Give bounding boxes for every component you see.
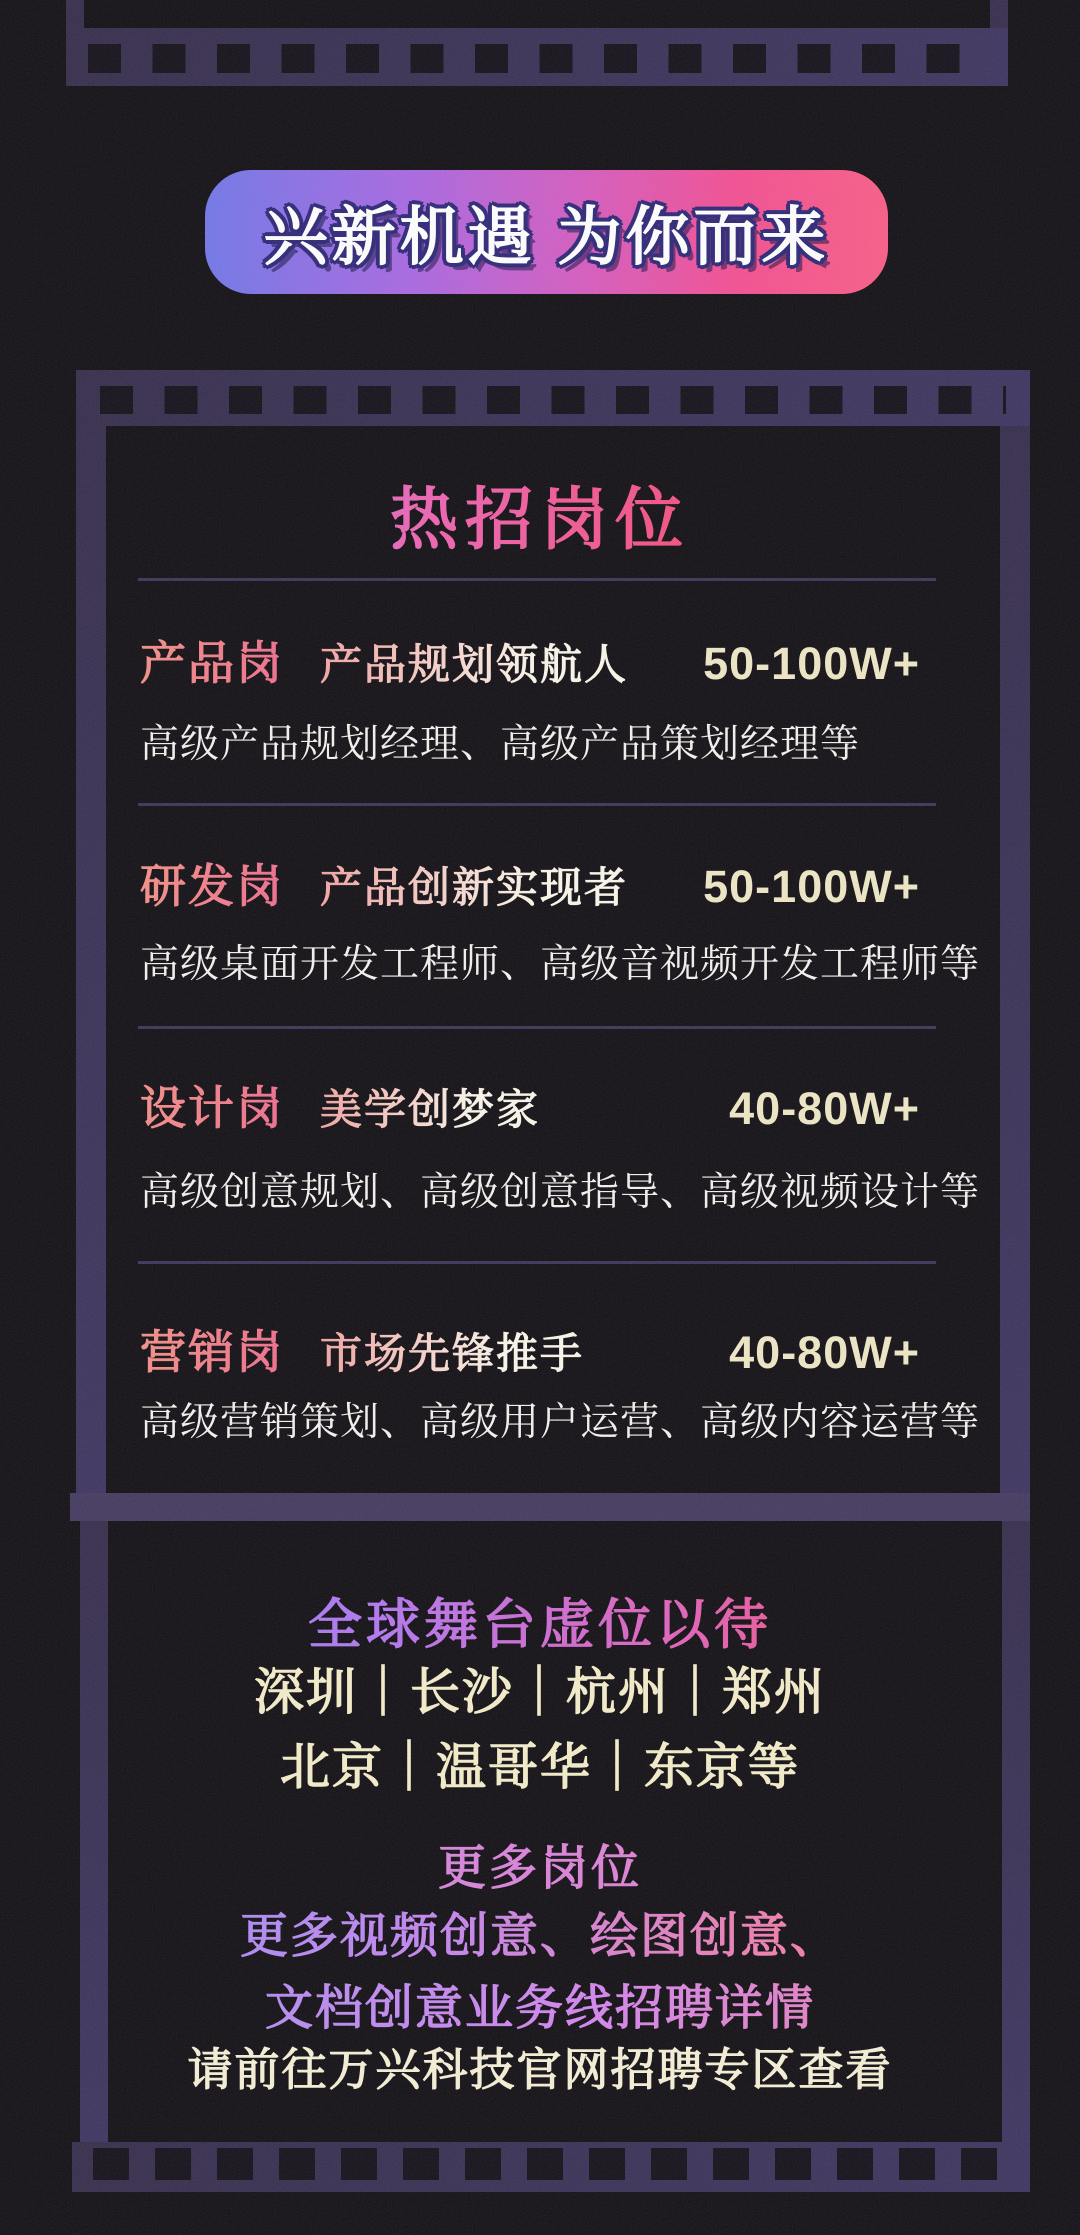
job-roles: 高级营销策划、高级用户运营、高级内容运营等 <box>140 1401 981 1444</box>
film-strip-top <box>66 28 1008 86</box>
locations-line-2: 北京｜温哥华｜东京等 <box>280 1739 800 1795</box>
global-stage-title: 全球舞台虚位以待 <box>0 1582 1080 1659</box>
jobs-panel-right-border <box>1000 426 1030 1493</box>
job-tagline: 产品规划领航人 <box>320 632 628 692</box>
film-frame-left-edge-top <box>66 0 84 30</box>
hero-banner-pill[interactable] <box>205 170 888 294</box>
jobs-panel-top-strip <box>76 370 1030 426</box>
job-row-design <box>140 1072 920 1138</box>
panel-junction-band <box>70 1493 1030 1521</box>
job-category: 营销岗 <box>140 1316 284 1382</box>
job-category: 产品岗 <box>140 627 284 693</box>
more-jobs-line-2: 文档创意业务线招聘详情 <box>0 1969 1080 2038</box>
jobs-panel-left-border <box>76 426 106 1493</box>
official-site-cta: 请前往万兴科技官网招聘专区查看 <box>187 2044 893 2095</box>
job-category: 设计岗 <box>140 1072 284 1138</box>
hot-jobs-title: 热招岗位 <box>0 466 1080 563</box>
job-row-marketing <box>140 1316 920 1382</box>
hero-banner-label: 兴新机遇 为你而来 <box>263 201 830 273</box>
job-salary: 50-100W+ <box>703 638 920 689</box>
divider <box>138 578 936 581</box>
film-strip-bottom <box>72 2142 1030 2192</box>
film-frame-right-edge-top <box>990 0 1008 30</box>
jobs-panel-sprocket-holes <box>100 386 1006 414</box>
job-tagline: 美学创梦家 <box>320 1077 540 1137</box>
job-category: 研发岗 <box>140 850 284 916</box>
divider <box>138 1261 936 1264</box>
job-tagline: 市场先锋推手 <box>320 1321 584 1381</box>
job-salary: 40-80W+ <box>729 1083 920 1134</box>
job-salary: 40-80W+ <box>729 1327 920 1378</box>
job-salary: 50-100W+ <box>703 861 920 912</box>
locations-line-1: 深圳｜长沙｜杭州｜郑州 <box>254 1664 826 1720</box>
more-jobs-title: 更多岗位 <box>0 1829 1080 1898</box>
divider <box>138 803 936 806</box>
job-roles: 高级产品规划经理、高级产品策划经理等 <box>140 723 861 766</box>
job-tagline: 产品创新实现者 <box>320 855 628 915</box>
job-row-product <box>140 627 920 693</box>
job-roles: 高级桌面开发工程师、高级音视频开发工程师等 <box>140 943 981 986</box>
job-roles: 高级创意规划、高级创意指导、高级视频设计等 <box>140 1171 981 1214</box>
more-jobs-line-1: 更多视频创意、绘图创意、 <box>0 1897 1080 1966</box>
divider <box>138 1026 936 1029</box>
film-sprocket-holes-bottom <box>93 2148 1009 2180</box>
film-sprocket-holes-top <box>88 44 986 73</box>
job-row-rnd <box>140 850 920 916</box>
